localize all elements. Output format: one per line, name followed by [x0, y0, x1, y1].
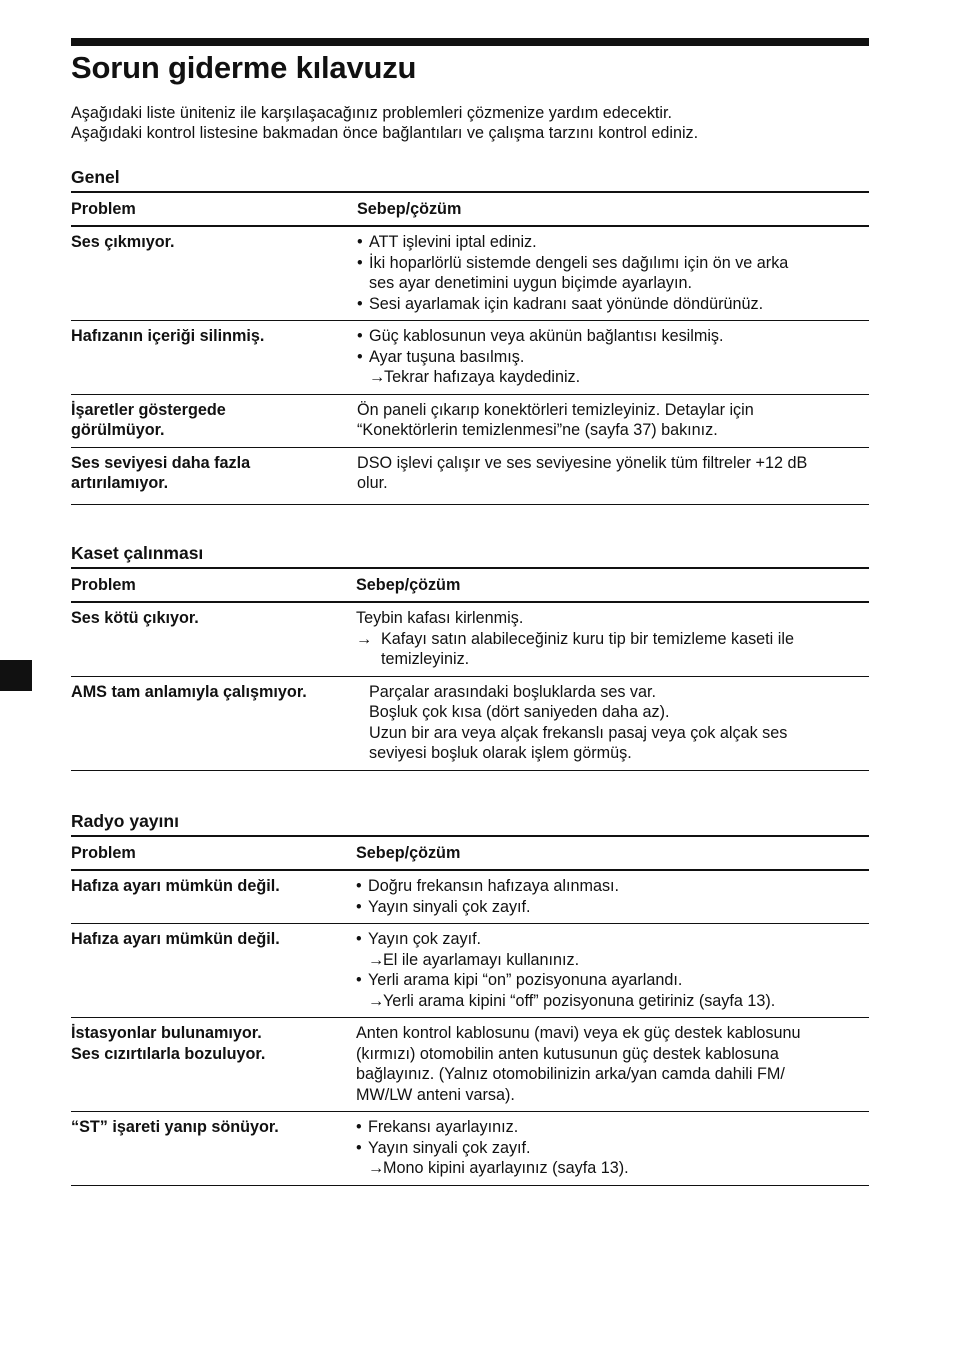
solution-cell — [356, 870, 869, 924]
intro-line: Aşağıdaki kontrol listesine bakmadan önce bağlantıları ve çalışma tarzını kontrol ediniz. — [71, 123, 699, 142]
solution-line: Boşluk çok kısa (dört saniyeden daha az). — [369, 703, 670, 721]
table-row — [71, 676, 869, 770]
problem-cell — [71, 394, 357, 447]
arrow-item — [356, 991, 869, 1012]
problem-line: İşaretler göstergede — [71, 400, 226, 419]
arrow-icon: → — [368, 1159, 385, 1177]
section-genel — [71, 166, 869, 505]
troubleshooting-table — [71, 835, 869, 1186]
table-header-row — [71, 568, 869, 602]
solution-cell — [357, 321, 869, 395]
page-title: Sorun giderme kılavuzu — [71, 50, 417, 85]
table-header-row — [71, 836, 869, 870]
arrow-text: El ile ayarlamayı kullanınız. — [383, 950, 580, 969]
solution-cell — [356, 1112, 869, 1186]
problem-cell: Hafıza ayarı mümkün değil. — [71, 870, 356, 924]
section-kaset — [71, 542, 869, 771]
bullet-item: • Frekansı ayarlayınız. — [356, 1117, 869, 1138]
solution-cell — [356, 1018, 869, 1112]
solution-line: (kırmızı) otomobilin anten kutusunun güç destek kablosuna — [356, 1044, 779, 1063]
column-header-problem: Problem — [71, 568, 356, 602]
problem-line: İstasyonlar bulunamıyor. — [71, 1024, 262, 1042]
arrow-icon: → — [368, 950, 385, 969]
solution-cell — [357, 226, 869, 321]
bullet-item: • Yayın sinyali çok zayıf. — [356, 1138, 869, 1159]
section-radyo — [71, 810, 869, 1186]
bullet-item: • ATT işlevini iptal ediniz. — [357, 232, 869, 253]
troubleshooting-table — [71, 191, 869, 505]
problem-cell: Ses çıkmıyor. — [71, 226, 357, 321]
solution-cell — [356, 602, 869, 676]
table-row — [71, 1112, 869, 1186]
solution-line: seviyesi boşluk olarak işlem görmüş. — [369, 744, 632, 762]
arrow-item — [357, 367, 869, 388]
bullet-item: • Yerli arama kipi “on” pozisyonuna ayarlandı. — [356, 970, 869, 991]
bullet-item: • Güç kablosunun veya akünün bağlantısı kesilmiş. — [357, 326, 869, 347]
solution-cell — [357, 394, 869, 447]
section-heading: Radyo yayını — [71, 811, 179, 831]
solution-line: DSO işlevi çalışır ve ses seviyesine yönelik tüm filtreler +12 dB — [357, 453, 808, 472]
arrow-text: Kafayı satın alabileceğiniz kuru tip bir temizleme kaseti ile — [381, 629, 794, 648]
troubleshooting-table — [71, 567, 869, 771]
problem-cell: AMS tam anlamıyla çalışmıyor. — [71, 676, 356, 770]
problem-line: Ses cızırtılarla bozuluyor. — [71, 1044, 266, 1063]
section-heading: Genel — [71, 167, 120, 187]
arrow-item — [356, 1158, 869, 1179]
solution-line: Parçalar arasındaki boşluklarda ses var. — [369, 682, 657, 701]
bullet-item: • Doğru frekansın hafızaya alınması. — [356, 876, 869, 897]
problem-line: artırılamıyor. — [71, 474, 169, 492]
table-row — [71, 394, 869, 447]
problem-cell: Ses kötü çıkıyor. — [71, 602, 356, 676]
solution-line: Anten kontrol kablosunu (mavi) veya ek güç destek kablosunu — [356, 1024, 801, 1042]
column-header-solution: Sebep/çözüm — [356, 836, 869, 870]
title-rule — [71, 38, 869, 46]
column-header-problem: Problem — [71, 836, 356, 870]
problem-line: Ses seviyesi daha fazla — [71, 453, 251, 472]
solution-cell — [356, 676, 869, 770]
column-header-solution: Sebep/çözüm — [357, 192, 869, 226]
intro-text — [71, 104, 698, 143]
arrow-item — [356, 629, 869, 650]
arrow-item — [356, 950, 869, 971]
table-row — [71, 924, 869, 1018]
arrow-icon: → — [369, 368, 386, 386]
problem-cell — [71, 1018, 356, 1112]
problem-cell: Hafıza ayarı mümkün değil. — [71, 924, 356, 1018]
bullet-continuation: ses ayar denetimini uygun biçimde ayarlayın. — [369, 274, 693, 292]
solution-line: bağlayınız. (Yalnız otomobilinizin arka/yan camda dahili FM/ — [356, 1065, 785, 1083]
solution-cell — [356, 924, 869, 1018]
arrow-text: Yerli arama kipini “off” pozisyonuna getiriniz (sayfa 13). — [383, 991, 776, 1010]
table-header-row — [71, 192, 869, 226]
solution-line: olur. — [357, 474, 388, 492]
section-heading: Kaset çalınması — [71, 543, 204, 563]
section-tab-marker — [0, 660, 32, 691]
arrow-text: Tekrar hafızaya kaydediniz. — [384, 368, 581, 386]
problem-line: görülmüyor. — [71, 421, 165, 439]
problem-cell: “ST” işareti yanıp sönüyor. — [71, 1112, 356, 1186]
solution-line: MW/LW anteni varsa). — [356, 1085, 515, 1104]
table-row — [71, 321, 869, 395]
bullet-item: • Sesi ayarlamak için kadranı saat yönünde döndürünüz. — [357, 294, 869, 315]
column-header-solution: Sebep/çözüm — [356, 568, 869, 602]
arrow-continuation: temizleyiniz. — [381, 650, 470, 668]
column-header-problem: Problem — [71, 192, 357, 226]
arrow-icon: → — [356, 629, 373, 648]
bullet-item: • Yayın çok zayıf. — [356, 929, 869, 950]
table-row — [71, 602, 869, 676]
solution-line: Teybin kafası kirlenmiş. — [356, 609, 524, 627]
problem-cell: Hafızanın içeriği silinmiş. — [71, 321, 357, 395]
problem-cell — [71, 447, 357, 504]
table-row — [71, 226, 869, 321]
arrow-icon: → — [368, 991, 385, 1010]
table-row — [71, 870, 869, 924]
bullet-item: • Yayın sinyali çok zayıf. — [356, 897, 869, 918]
bullet-item: • İki hoparlörlü sistemde dengeli ses dağılımı için ön ve arka — [357, 253, 869, 274]
table-row — [71, 447, 869, 504]
solution-line: “Konektörlerin temizlenmesi”ne (sayfa 37) bakınız. — [357, 421, 718, 439]
arrow-text: Mono kipini ayarlayınız (sayfa 13). — [383, 1159, 629, 1177]
solution-cell — [357, 447, 869, 504]
bullet-item: • Ayar tuşuna basılmış. — [357, 347, 869, 368]
solution-line: Uzun bir ara veya alçak frekanslı pasaj veya çok alçak ses — [369, 723, 788, 742]
solution-line: Ön paneli çıkarıp konektörleri temizleyiniz. Detaylar için — [357, 400, 754, 419]
intro-line: Aşağıdaki liste üniteniz ile karşılaşacağınız problemleri çözmenize yardım edecektir. — [71, 104, 673, 122]
table-row — [71, 1018, 869, 1112]
